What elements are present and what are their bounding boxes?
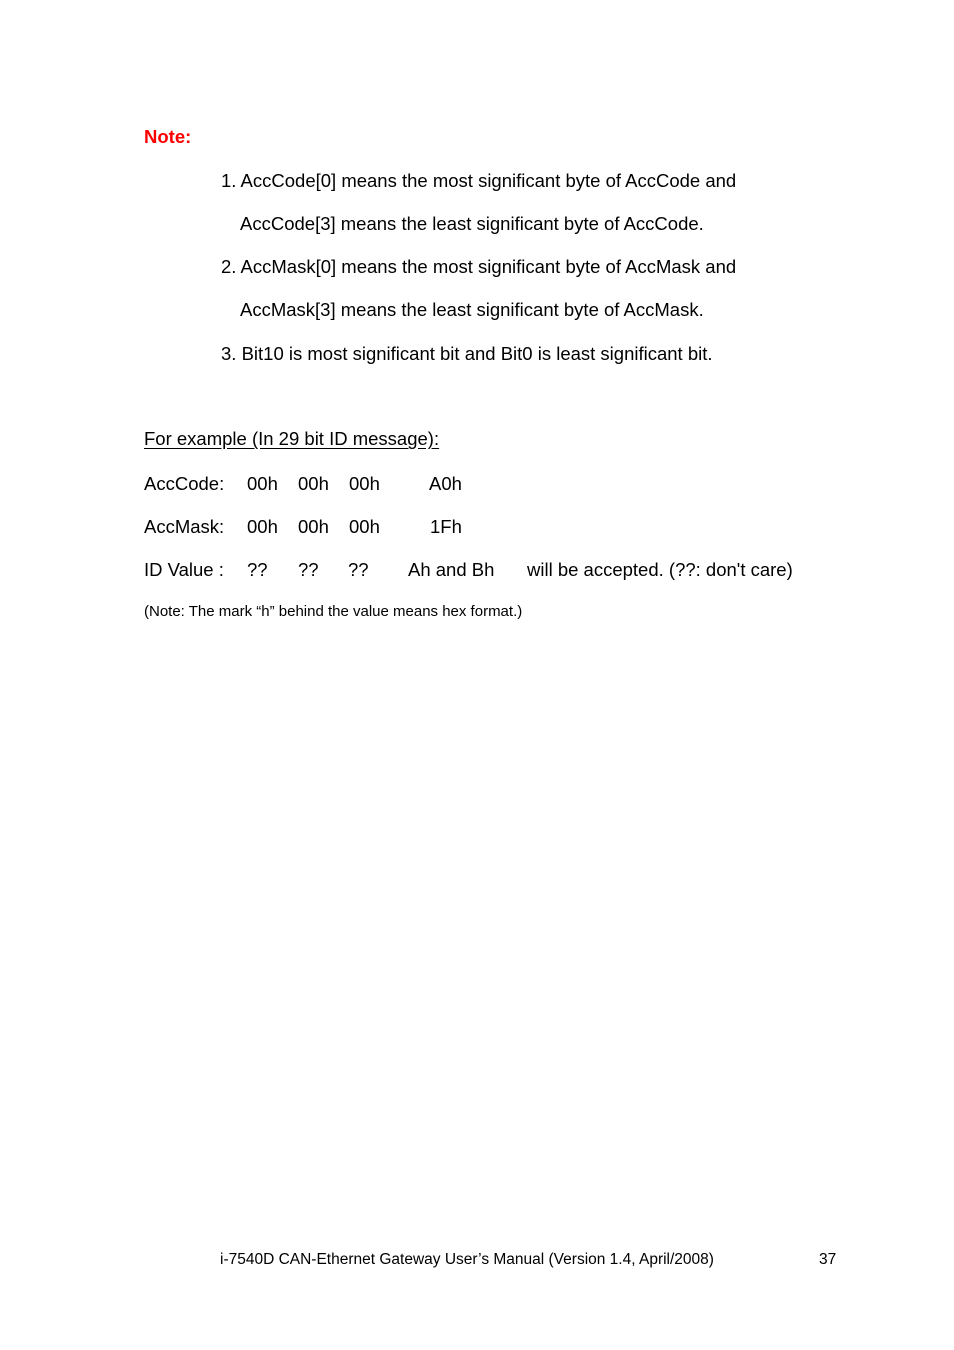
accmask-label: AccMask: xyxy=(144,516,225,537)
accmask-byte2: 00h xyxy=(349,516,380,537)
idvalue-byte3: Ah and Bh xyxy=(408,559,495,580)
note-item-2-line1: 2. AccMask[0] means the most significant byte of AccMask and xyxy=(221,256,737,277)
idvalue-label: ID Value : xyxy=(144,559,224,580)
footer-page-number: 37 xyxy=(819,1251,837,1268)
note-item-2-line2: AccMask[3] means the least significant byte of AccMask. xyxy=(240,299,704,320)
acccode-label: AccCode: xyxy=(144,473,225,494)
idvalue-result: will be accepted. (??: don't care) xyxy=(527,559,793,580)
accmask-byte1: 00h xyxy=(298,516,329,537)
accmask-byte0: 00h xyxy=(247,516,278,537)
acccode-byte0: 00h xyxy=(247,473,278,494)
example-heading: For example (In 29 bit ID message): xyxy=(144,428,440,449)
footer-manual-title: i-7540D CAN-Ethernet Gateway User’s Manual (Version 1.4, April/2008) xyxy=(220,1251,714,1268)
acccode-byte1: 00h xyxy=(298,473,329,494)
acccode-byte2: 00h xyxy=(349,473,380,494)
note-heading: Note: xyxy=(144,126,192,147)
idvalue-byte1: ?? xyxy=(298,559,319,580)
idvalue-byte2: ?? xyxy=(348,559,369,580)
idvalue-byte0: ?? xyxy=(247,559,268,580)
note-item-1-line2: AccCode[3] means the least significant byte of AccCode. xyxy=(240,213,704,234)
hex-format-footnote: (Note: The mark “h” behind the value means hex format.) xyxy=(144,603,523,620)
note-item-1-line1: 1. AccCode[0] means the most significant byte of AccCode and xyxy=(221,170,737,191)
accmask-byte3: 1Fh xyxy=(430,516,462,537)
note-item-3-line1: 3. Bit10 is most significant bit and Bit0 is least significant bit. xyxy=(221,343,713,364)
acccode-byte3: A0h xyxy=(429,473,462,494)
